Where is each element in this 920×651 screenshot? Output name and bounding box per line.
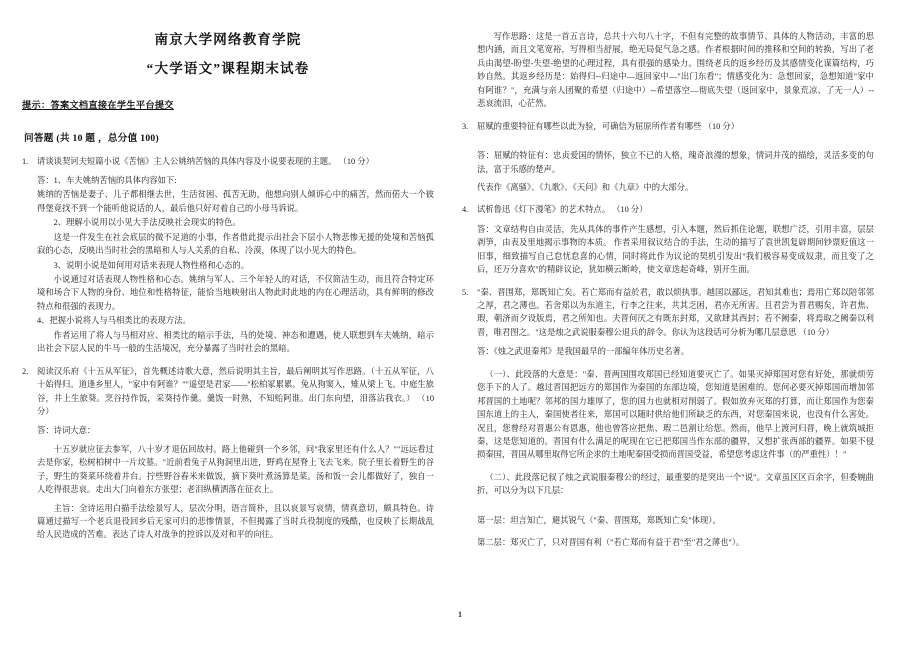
answer-block bbox=[462, 223, 874, 277]
answer-line: （一）、此段落的大意是："秦、晋两国围攻郑国已经知道要灭亡了。如果灭掉郑国对您有好处，那就烦劳您手下的人了。越过晋国把远方的郑国作为秦国的东部边境，您知道是困难的。您何必要灭掉郑国而增加邻邦晋国的土地呢？邻邦的国力雄厚了，您的国力也就相对削弱了。假如放弃灭郑的打算，而让郑国作为您秦国东道上的主人，秦国使者往来，郑国可以随时供给他们所缺乏的东西，对您秦国来说，也没有什么害处。况且，您曾经对晋惠公有恩惠，他也曾答应把焦、瑕二邑割让给您。然而，他早上渡河归晋，晚上就筑城拒秦，这是您知道的。晋国有什么满足的呢现在它已把郑国当作东部的疆界，又想扩张西部的疆界。如果不侵损秦国，晋国从哪里取得它所企求的土地呢秦国受损而晋国受益，希望您考虑这件事（的严重性）！" bbox=[477, 369, 874, 460]
answer-line: 答：诗词大意： bbox=[37, 426, 96, 436]
answer-line: 第二层：郑灭亡了，只对晋国有利（"若亡郑而有益于君"至"君之薄也"）。 bbox=[477, 538, 745, 548]
question-item bbox=[22, 365, 434, 419]
answer-block bbox=[22, 174, 434, 356]
answer-line: 姚纳的苦恼是妻子、儿子都相继去世，生活贫困、孤苦无助，他想向别人倾诉心中的痛苦，然而偌大一个彼得堡竟找不到一个能听他说话的人，最后他只好对着自己的小母马诉说。 bbox=[37, 190, 434, 213]
answer-block-continued bbox=[462, 30, 874, 111]
answer-block bbox=[22, 424, 434, 542]
question-prompt: 请谈谈契诃夫短篇小说《苦恼》主人公姚纳苦恼的具体内容及小说要表现的主题。 （10 分） bbox=[37, 156, 374, 166]
answer-line: 写作思路：这是一首五言诗，总共十六句八十字，不但有完整的故事情节、具体的人物活动，丰富的思想内涵，而且文笔宽裕，写得相当舒展，绝无局促气急之感。作者根据时间的推移和空间的转换，写出了老兵由渴望-盼望-失望-绝望的心理过程，具有很强的感染力。围绕老兵的返乡经历及其感情变化谋篇结构，巧妙自然。其返乡经历是：始得归--归途中—返回家中—"出门东看"；情感变化为：急想回家，急想知道"家中有阿谁？"，充满与亲人团聚的希望（归途中）--希望落空—彻底失望（返回家中，景象荒凉、了无一人）--悲哀流泪，心茫然。 bbox=[477, 32, 874, 109]
answer-line: 作者运用了将人与马相对应、相类比的暗示手法，马的处境、神态和遭遇，使人联想到车夫姚纳，暗示出社会下层人民的牛马一般的生活境况，充分暴露了当时社会的黑暗。 bbox=[37, 330, 434, 354]
answer-line: 答：《烛之武退秦邦》是我国最早的一部编年体历史名著。 bbox=[477, 347, 690, 357]
answer-line: 十五岁就应征去参军，八十岁才退伍回故村。路上他碰到一个乡邻，问"我家里还有什么人？""远远看过去是你家，松树柏树中一片坟墓。"近前看兔子从狗洞里出进，野鸡在屋脊上飞去飞来。院子里长着野生的谷子，野生的葵菜环绕着井台。拧些野谷舂米来做饭，摘下葵叶煮汤算是菜。汤和饭一会儿都做好了，独自一人吃得很悲哀。走出大门向着东方张望；老泪纵横洒落在征衣上。 bbox=[37, 444, 434, 495]
answer-line: 小说通过对话表现人物性格和心态。姚纳与军人、三个年轻人的对话，不仅简洁生动，而且符合特定环境和场合下人物的身份、地位和性格特征，能恰当地映射出人物此时此地的内在心理活动，具有鲜明的修改特点和很强的表现力。 bbox=[37, 275, 434, 311]
question-item bbox=[462, 286, 874, 340]
question-number: 3. bbox=[462, 121, 469, 131]
left-column bbox=[22, 30, 448, 548]
answer-block bbox=[462, 149, 874, 194]
exam-title: “大学语文”课程期末试卷 bbox=[146, 61, 310, 77]
question-item bbox=[22, 155, 434, 168]
question-prompt: 屈赋的重要特征有哪些以此为验，可确信为屈原所作者有哪些 （10 分） bbox=[477, 121, 740, 131]
answer-line: 4、把握小说将人与马相类比的表现方法。 bbox=[37, 316, 191, 326]
answer-block bbox=[462, 345, 874, 549]
question-number: 2. bbox=[22, 366, 29, 376]
answer-line: 3、说明小说是如何用对话来表现人物性格和心态的。 bbox=[53, 260, 250, 270]
answer-line: 这是一件发生在社会底层的微不足道的小事，作者借此提示出社会下层小人物悲惨无援的处境和苦恼孤寂的心态，反映出当时社会的黑暗和人与人关系的自私、冷漠，体现了以小见大的特色。 bbox=[37, 232, 434, 256]
question-prompt: 阅读汉乐府《十五从军征》，首先概述诗歌大意，然后说明其主旨，最后阐明其写作思路。（十五从军征，八十始得归。道逢乡里人，"家中有阿谁？""遥望是君家——"松柏冢累累。兔从狗窦入，雉从梁上飞。中庭生旅谷，井上生旅葵。烹谷持作饭，采葵持作羹。羹饭一时熟，不知贻阿谁。出门东向望，泪落沾我衣。） （10 分） bbox=[37, 366, 434, 416]
institution-title: 南京大学网络教育学院 bbox=[154, 32, 302, 47]
answer-line: 2、理解小说用以小见大手法反映社会现实的特色。 bbox=[53, 218, 241, 228]
question-item bbox=[462, 203, 874, 216]
question-number: 1. bbox=[22, 156, 29, 166]
question-prompt: 试析鲁迅《灯下漫笔》的艺术特点。 （10 分） bbox=[477, 205, 648, 215]
answer-line: （二）、此段落记叙了烛之武说服秦穆公的经过，最重要的是突出一个"说"。文章虽区区百余字，但委婉曲折，可以分为以下几层： bbox=[477, 472, 874, 496]
answer-line: 第一层：坦言知亡，避其锐气（"秦、晋围郑，郑既知亡矣"体现）。 bbox=[477, 515, 721, 525]
question-item bbox=[462, 120, 874, 133]
question-number: 5. bbox=[462, 287, 469, 297]
answer-line: 答：屈赋的特征有：忠贞爱国的情怀，独立不已的人格，瑰奇浪漫的想象，情词并茂的描绘，灵活多变的句法，富于乐感的楚声。 bbox=[477, 151, 874, 174]
submission-hint: 提示：答案文档直接在学生平台提交 bbox=[22, 99, 174, 110]
answer-line: 主旨：全诗运用白描手法绘景写人，层次分明，语言简朴，且以哀景写哀情，情真意切，颇具特色。诗篇通过描写一个老兵退役回乡后无家可归的悲惨情景，不但揭露了当时兵役制度的残酷，也反映了长期战乱给人民造成的苦难。表达了诗人对战争的控诉以及对和平的向往。 bbox=[37, 503, 434, 540]
page-number: 1 bbox=[458, 610, 462, 619]
question-prompt: "秦、晋围郑，郑既知亡矣。若亡郑而有益於君，敢以烦执事。越国以鄙远，君知其难也；焉用亡郑以陪邻邻之厚，君之薄也。若舍郑以为东道主，行李之往来，共其乏困，君亦无所害。且君尝为晋君赐矣，许君焦、瑕，朝济而夕设版焉，君之所知也。夫晋何厌之有既东封郑，又欲肆其西封；若不阙秦，将焉取之阙秦以利晋，唯君图之。"这是烛之武说服秦穆公退兵的辞令。你认为这段话可分析为哪几层意思 （10 分） bbox=[477, 287, 874, 337]
right-column bbox=[448, 30, 874, 556]
answer-line: 答：文章结构自由灵活，先从具体的事件产生感想，引入本题，然后抓住论题，联想广泛，引用丰富，层层剥笋，由表及里地揭示事物的本质。 作者采用叙议结合的手法，生动的描写了袁世凯复辟期间钞票贬值这一旧事，细致描写自己怠忧怠喜的心情，同时将此作为议论的契机引发出"我们极容易变成奴隶，而且变了之后，还万分喜欢"的精辟议论，犹如横云断岭，使文章迭起奇峰，别开生面。 bbox=[477, 224, 874, 275]
answer-line: 代表作《离骚》、《九歌》、《天问》和《九章》中的大部分。 bbox=[477, 182, 694, 192]
section-heading: 问答题 (共 10 题 ，总分值 100) bbox=[24, 132, 160, 144]
question-number: 4. bbox=[462, 205, 469, 215]
answer-line: 答：1、车夫姚纳苦恼的具体内容如下: bbox=[37, 175, 177, 185]
